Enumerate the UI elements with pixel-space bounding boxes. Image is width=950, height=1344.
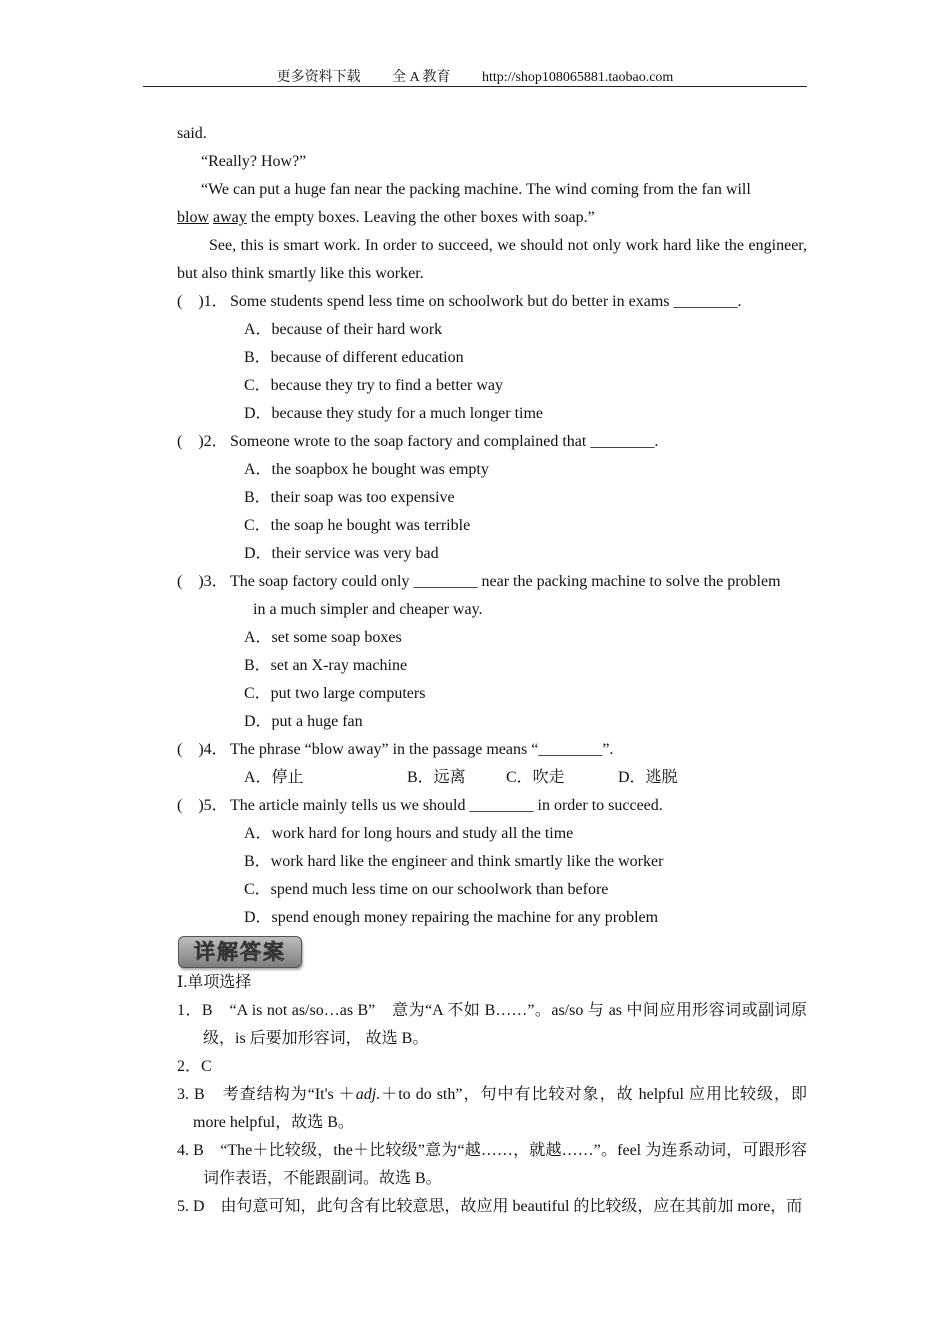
question-3 [177, 568, 807, 596]
question-stem: Someone wrote to the soap factory and complained that ________. [230, 433, 659, 450]
answer-blank: ( )1． [177, 293, 228, 310]
option-b: B．their soap was too expensive [244, 489, 455, 506]
option-d: D．because they study for a much longer time [244, 405, 544, 422]
header-download-text: 更多资料下载 [276, 70, 361, 85]
question-2 [177, 428, 807, 456]
answer-item: 4. B “The＋比较级，the＋比较级”意为“越……，就越……”。feel 为连系动词，可跟形容词作表语，不能跟副词。故选 B。 [177, 1142, 807, 1187]
passage-line [177, 204, 807, 232]
option-a: A．set some soap boxes [244, 629, 402, 646]
option-b: B．set an X-ray machine [244, 657, 408, 674]
answer-text: 3. B 考查结构为“It's ＋ [177, 1086, 356, 1103]
option-a: A．work hard for long hours and study all the time [244, 825, 574, 842]
passage-text: “We can put a huge fan near the packing machine. The wind coming from the fan will [201, 181, 751, 198]
passage-line: said. [177, 125, 207, 142]
header-brand-text: 全 A 教育 [392, 70, 451, 85]
passage-text: the empty boxes. Leaving the other boxes with soap.” [246, 209, 595, 226]
answer-blank: ( )4． [177, 741, 228, 758]
answer-banner: 详解答案 [178, 936, 302, 968]
answer-item [177, 1081, 807, 1137]
option-d: D．spend enough money repairing the machine for any problem [244, 909, 659, 926]
answer-blank: ( )5． [177, 797, 228, 814]
option-d: D．逃脱 [618, 769, 678, 786]
answer-item: 1．B “A is not as/so…as B” 意为“A 不如 B……”。as/so 与 as 中间应用形容词或副词原级，is 后要加形容词， 故选 B。 [177, 1002, 807, 1047]
option-b: B．work hard like the engineer and think smartly like the worker [244, 853, 664, 870]
question-4 [177, 736, 807, 764]
answer-section-title: Ⅰ.单项选择 [177, 974, 252, 991]
answer-item: 5. D 由句意可知，此句含有比较意思，故应用 beautiful 的比较级，应在其前加 more，而 [177, 1198, 803, 1215]
question-5 [177, 792, 807, 820]
answer-blank: ( )2． [177, 433, 228, 450]
option-c: C．吹走 [506, 769, 565, 786]
passage-line: “Really? How?” [201, 153, 307, 170]
passage-line [177, 176, 807, 204]
question-stem: The article mainly tells us we should ________ in order to succeed. [230, 797, 663, 814]
question-1 [177, 288, 807, 316]
option-c: C．spend much less time on our schoolwork than before [244, 881, 609, 898]
option-b: B．远离 [407, 769, 466, 786]
option-c: C．the soap he bought was terrible [244, 517, 471, 534]
underlined-word: blow [177, 209, 209, 226]
question-stem-continued: in a much simpler and cheaper way. [253, 601, 483, 618]
option-d: D．their service was very bad [244, 545, 439, 562]
passage-paragraph: See, this is smart work. In order to succeed, we should not only work hard like the engineer, but also think smartly like this worker. [177, 237, 807, 282]
page-header [143, 66, 807, 87]
question-stem: The phrase “blow away” in the passage means “________”. [230, 741, 614, 758]
answer-italic-text: adj. [355, 1086, 381, 1103]
option-a: A．the soapbox he bought was empty [244, 461, 489, 478]
answer-item: 2．C [177, 1058, 212, 1075]
question-stem: Some students spend less time on schoolwork but do better in exams ________. [230, 293, 742, 310]
document-body [177, 120, 807, 1221]
answer-blank: ( )3． [177, 573, 228, 590]
question-stem: The soap factory could only ________ near the packing machine to solve the problem [230, 573, 781, 590]
option-c: C．put two large computers [244, 685, 426, 702]
underlined-word: away [213, 209, 247, 226]
option-b: B．because of different education [244, 349, 464, 366]
option-c: C．because they try to find a better way [244, 377, 504, 394]
answer-text: ＋to do sth”，句中有比较对象，故 helpful 应用比较级，即 more helpful，故选 B。 [193, 1086, 807, 1131]
option-a: A．停止 [244, 769, 304, 786]
option-a: A．because of their hard work [244, 321, 443, 338]
options-row [177, 764, 807, 792]
option-d: D．put a huge fan [244, 713, 363, 730]
header-url-link[interactable]: http://shop108065881.taobao.com [482, 70, 674, 85]
